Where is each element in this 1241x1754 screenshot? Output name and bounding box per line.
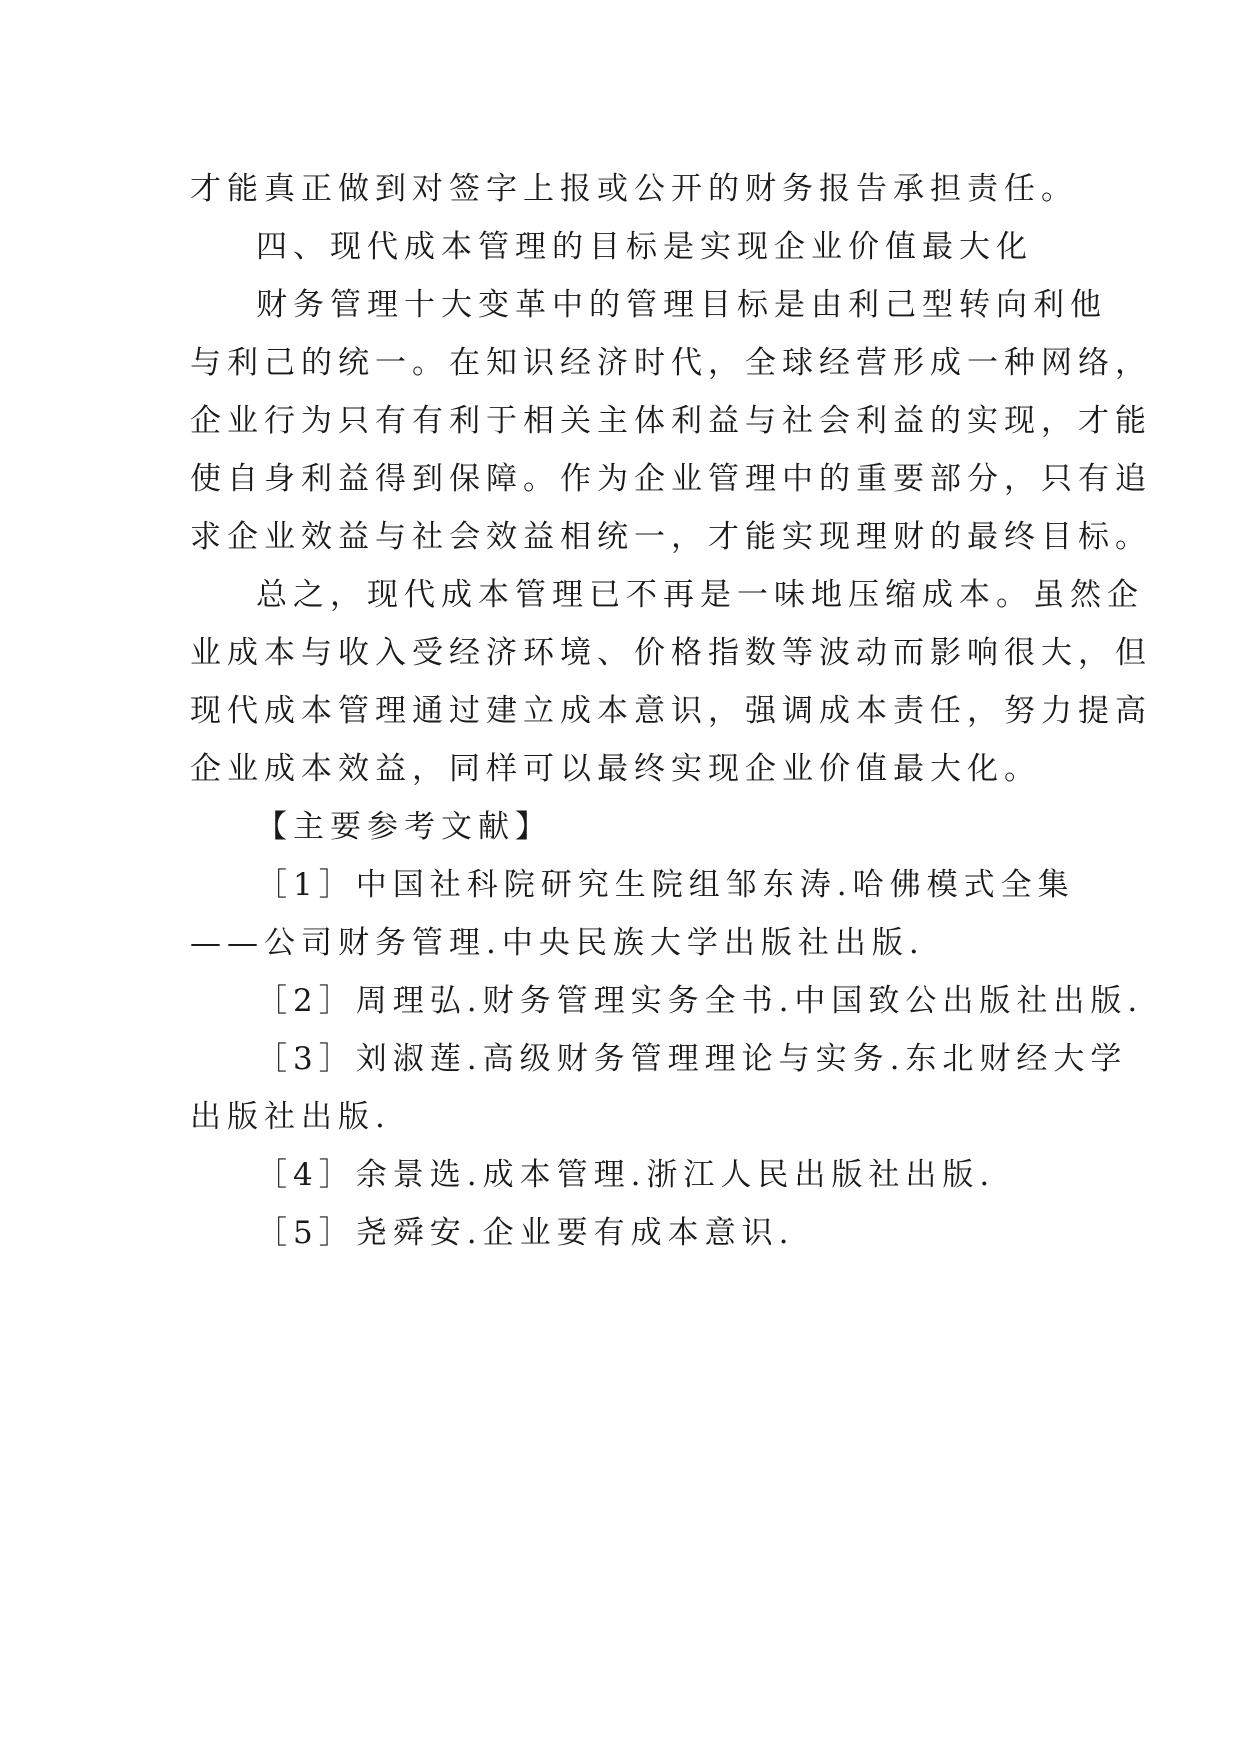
reference-item: ［1］中国社科院研究生院组邹东涛.哈佛模式全集: [256, 867, 1075, 903]
document-body: [190, 160, 1152, 1262]
paragraph-line: 现代成本管理通过建立成本意识，强调成本责任，努力提高: [190, 693, 1152, 729]
paragraph-line: 与利己的统一。在知识经济时代，全球经营形成一种网络，: [190, 345, 1152, 381]
reference-item: ［4］余景选.成本管理.浙江人民出版社出版.: [256, 1157, 996, 1193]
reference-item: ［5］尧舜安.企业要有成本意识.: [256, 1215, 795, 1251]
paragraph-line: 企业成本效益，同样可以最终实现企业价值最大化。: [190, 751, 1041, 787]
section-heading: 四、现代成本管理的目标是实现企业价值最大化: [256, 229, 1033, 265]
reference-item: ［2］周理弘.财务管理实务全书.中国致公出版社出版.: [256, 983, 1144, 1019]
references-heading: 【主要参考文献】: [256, 809, 552, 845]
paragraph-line: 企业行为只有有利于相关主体利益与社会利益的实现，才能: [190, 403, 1152, 439]
paragraph-line: 求企业效益与社会效益相统一，才能实现理财的最终目标。: [190, 519, 1152, 555]
paragraph-line: 业成本与收入受经济环境、价格指数等波动而影响很大，但: [190, 635, 1152, 671]
paragraph-line: 才能真正做到对签字上报或公开的财务报告承担责任。: [190, 171, 1078, 207]
paragraph-line: 总之，现代成本管理已不再是一味地压缩成本。虽然企: [256, 577, 1144, 613]
reference-item-continuation: 出版社出版.: [190, 1099, 391, 1135]
paragraph-line: 使自身利益得到保障。作为企业管理中的重要部分，只有追: [190, 461, 1152, 497]
reference-item-continuation: ——公司财务管理.中央民族大学出版社出版.: [190, 925, 925, 961]
reference-item: ［3］刘淑莲.高级财务管理理论与实务.东北财经大学: [256, 1041, 1128, 1077]
paragraph-line: 财务管理十大变革中的管理目标是由利己型转向利他: [256, 287, 1107, 323]
